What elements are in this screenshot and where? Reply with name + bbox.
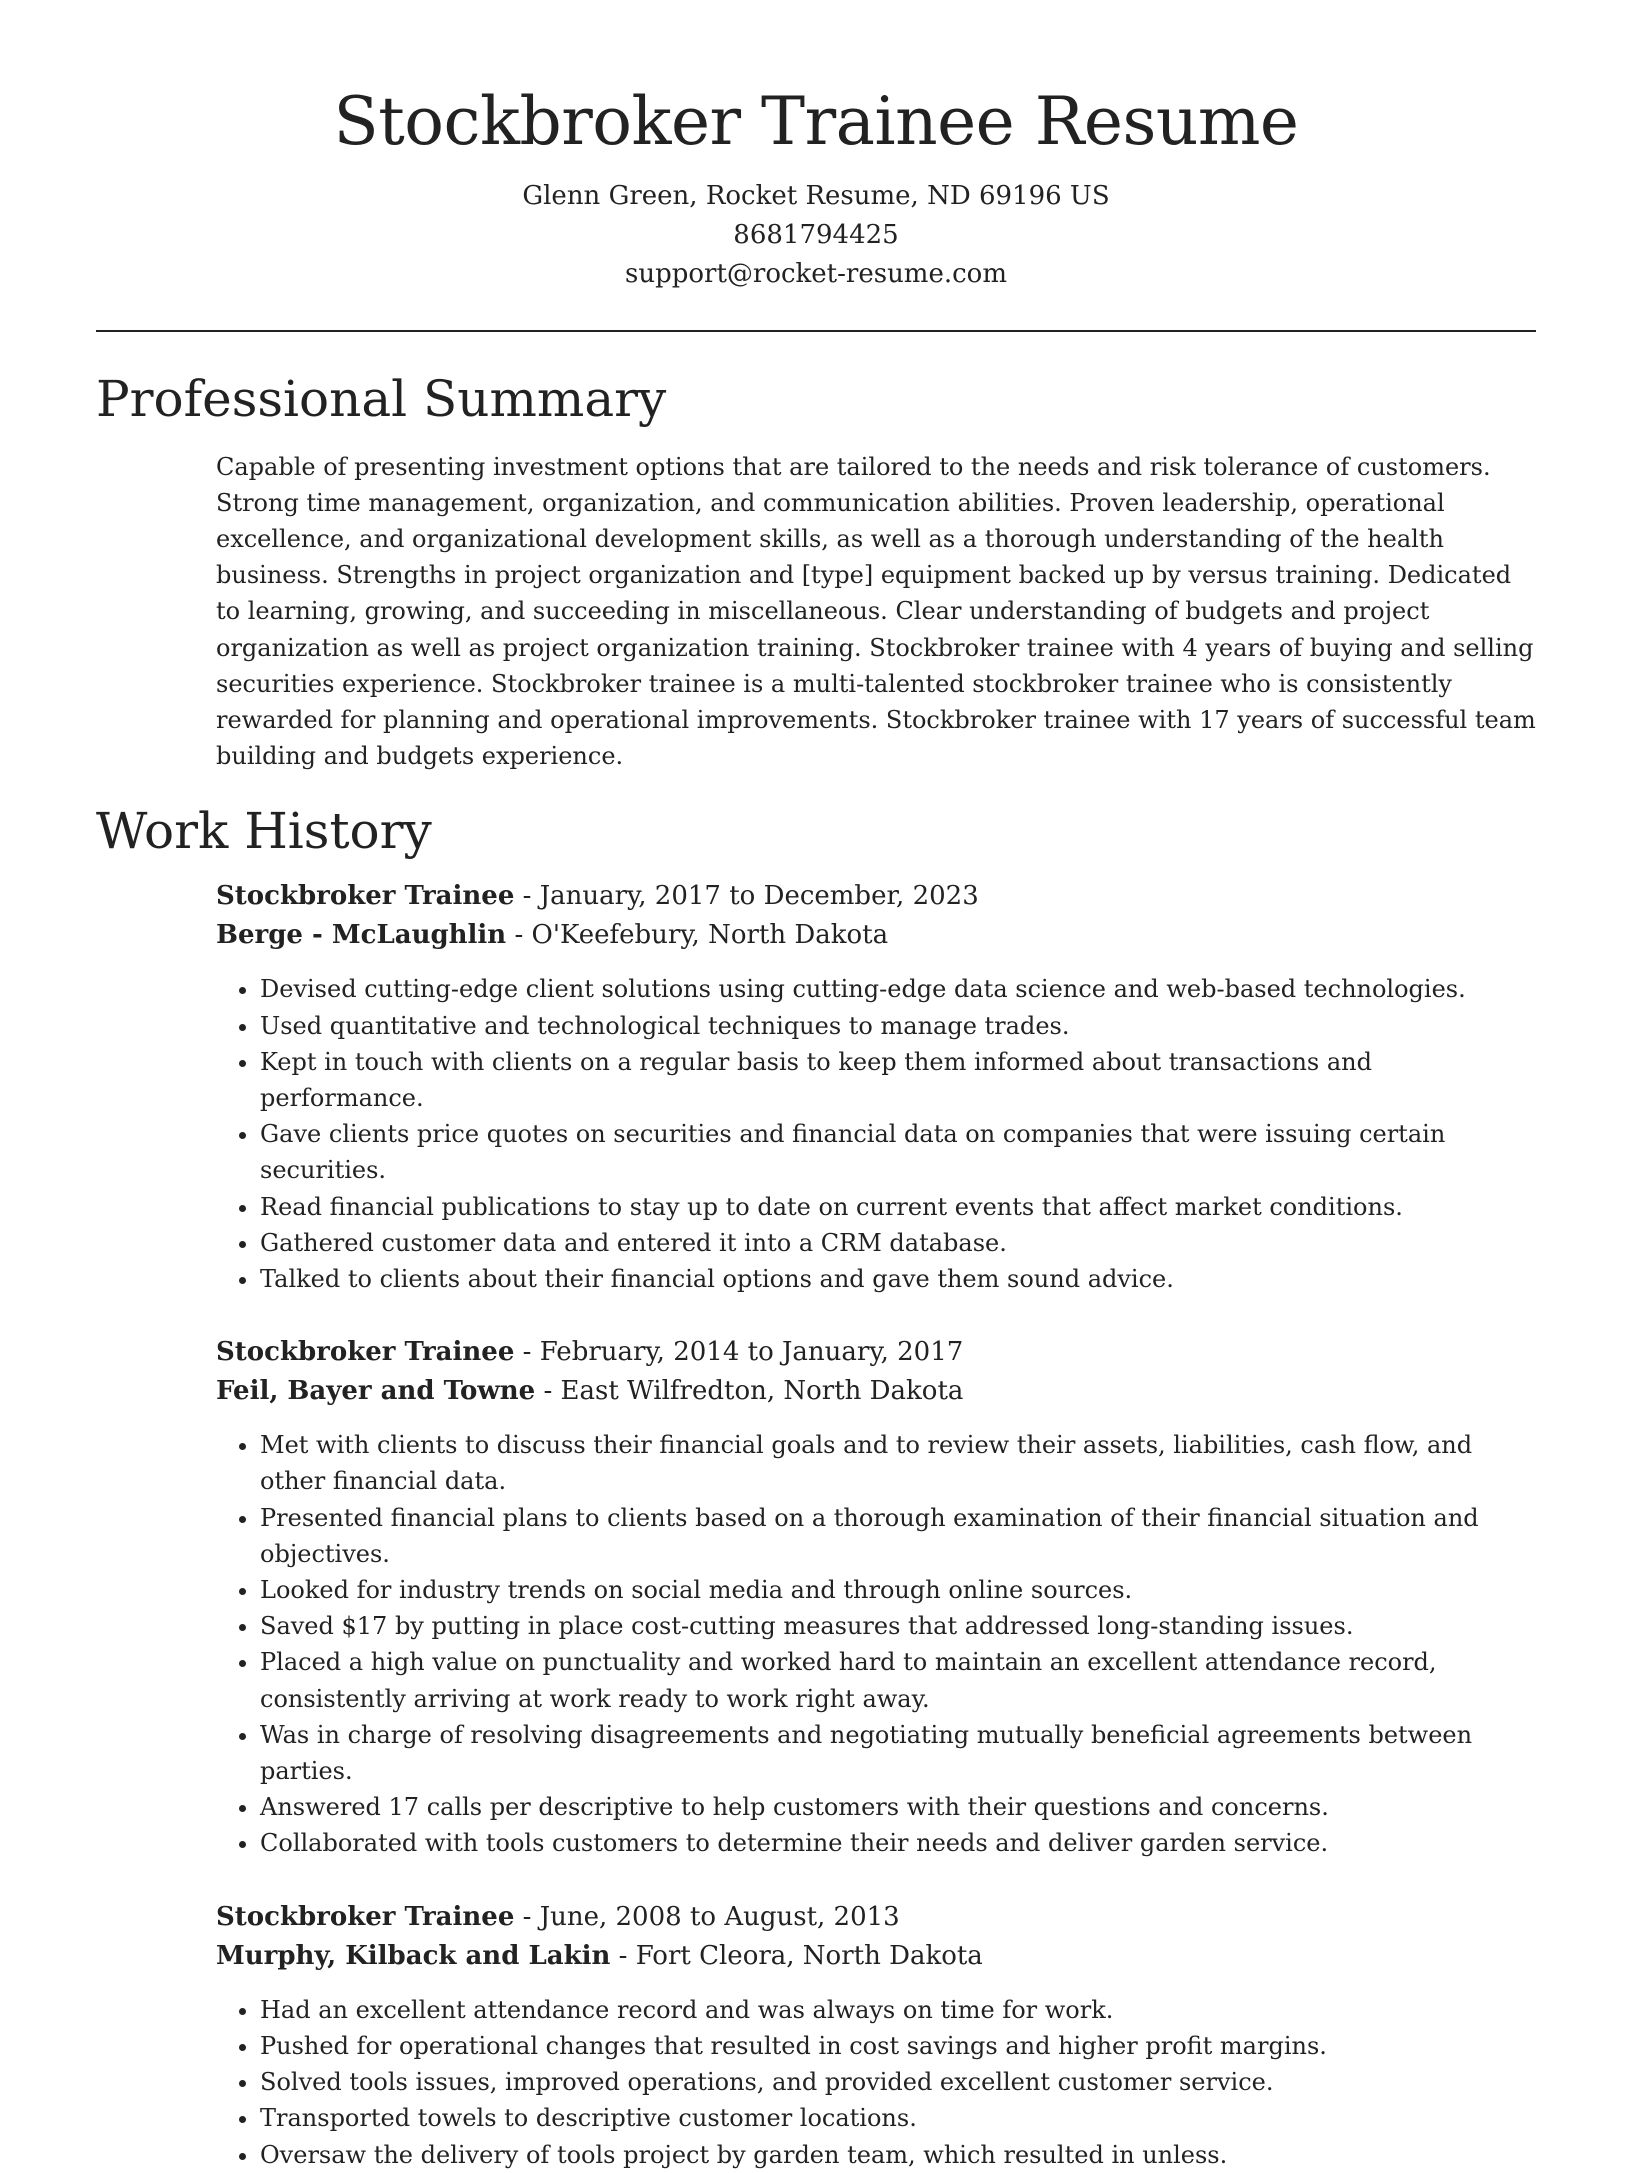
list-item: • Presented financial plans to clients based on a thorough examination of their financial situation and objectives.	[260, 1500, 1536, 1572]
list-item: • Used quantitative and technological techniques to manage trades.	[260, 1008, 1536, 1044]
job-location: - O'Keefebury, North Dakota	[506, 920, 889, 951]
job-company: Berge - McLaughlin	[216, 920, 507, 951]
job-title-line	[216, 1333, 1536, 1372]
job-bullets	[216, 971, 1536, 1297]
job-title: Stockbroker Trainee	[216, 1337, 515, 1368]
list-item: • Gave clients price quotes on securities and financial data on companies that were issuing certain securities.	[260, 1116, 1536, 1188]
list-item: • Kept in touch with clients on a regular basis to keep them informed about transactions and performance.	[260, 1044, 1536, 1116]
list-item: • Had an excellent attendance record and was always on time for work.	[260, 1992, 1536, 2028]
job-dates: - February, 2014 to January, 2017	[514, 1337, 964, 1368]
list-item: • Solved tools issues, improved operations, and provided excellent customer service.	[260, 2064, 1536, 2100]
job-title-line	[216, 877, 1536, 916]
list-item: • Was in charge of resolving disagreements and negotiating mutually beneficial agreements between parties.	[260, 1717, 1536, 1789]
contact-address: Glenn Green, Rocket Resume, ND 69196 US	[522, 180, 1110, 211]
job-bullets	[216, 1992, 1536, 2173]
job-company: Feil, Bayer and Towne	[216, 1376, 536, 1407]
contact-phone: 8681794425	[733, 219, 899, 250]
contact-info	[96, 177, 1536, 294]
contact-email: support@rocket-resume.com	[624, 258, 1007, 289]
list-item: • Collaborated with tools customers to determine their needs and deliver garden service.	[260, 1825, 1536, 1861]
summary-text: Capable of presenting investment options that are tailored to the needs and risk tolerance of customers. Strong time management, organization, and communication abilities. Proven leadership, operational excellence, and organizational development skills, as well as a thorough understanding of the health business. Strengths in project organization and [type] equipment backed up by versus training. Dedicated to learning, growing, and succeeding in miscellaneous. Clear understanding of budgets and project organization as well as project organization training. Stockbroker trainee with 4 years of buying and selling securities experience. Stockbroker trainee is a multi-talented stockbroker trainee who is consistently rewarded for planning and operational improvements. Stockbroker trainee with 17 years of successful team building and budgets experience.	[216, 452, 1536, 771]
page-title: Stockbroker Trainee Resume	[333, 83, 1299, 160]
work-history-heading: Work History	[96, 802, 432, 861]
job-entry	[216, 1898, 1536, 2173]
job-entry	[216, 1333, 1536, 1861]
list-item: • Oversaw the delivery of tools project by garden team, which resulted in unless.	[260, 2137, 1536, 2173]
list-item: • Pushed for operational changes that resulted in cost savings and higher profit margins.	[260, 2028, 1536, 2064]
list-item: • Read financial publications to stay up to date on current events that affect market conditions.	[260, 1189, 1536, 1225]
list-item: • Answered 17 calls per descriptive to help customers with their questions and concerns.	[260, 1789, 1536, 1825]
list-item: • Transported towels to descriptive customer locations.	[260, 2100, 1536, 2136]
job-company-line	[216, 1937, 1536, 1976]
list-item: • Saved $17 by putting in place cost-cutting measures that addressed long-standing issues.	[260, 1608, 1536, 1644]
job-bullets	[216, 1427, 1536, 1861]
job-company-line	[216, 916, 1536, 955]
list-item: • Talked to clients about their financial options and gave them sound advice.	[260, 1261, 1536, 1297]
list-item: • Placed a high value on punctuality and worked hard to maintain an excellent attendance record, consistently arriving at work ready to work right away.	[260, 1644, 1536, 1716]
summary-heading: Professional Summary	[96, 369, 667, 428]
resume-header	[96, 0, 1536, 294]
job-title: Stockbroker Trainee	[216, 1901, 515, 1932]
work-history-section	[216, 877, 1536, 2172]
list-item: • Gathered customer data and entered it into a CRM database.	[260, 1225, 1536, 1261]
list-item: • Met with clients to discuss their financial goals and to review their assets, liabilities, cash flow, and other financial data.	[260, 1427, 1536, 1499]
job-location: - East Wilfredton, North Dakota	[535, 1376, 964, 1407]
job-dates: - January, 2017 to December, 2023	[514, 881, 979, 912]
header-divider	[96, 330, 1536, 332]
job-title: Stockbroker Trainee	[216, 881, 515, 912]
job-location: - Fort Cleora, North Dakota	[610, 1940, 983, 1971]
job-entry	[216, 877, 1536, 1297]
job-dates: - June, 2008 to August, 2013	[514, 1901, 900, 1932]
job-company-line	[216, 1372, 1536, 1411]
job-title-line	[216, 1898, 1536, 1937]
list-item: • Looked for industry trends on social media and through online sources.	[260, 1572, 1536, 1608]
job-company: Murphy, Kilback and Lakin	[216, 1940, 611, 1971]
summary-section	[216, 449, 1536, 775]
list-item: • Devised cutting-edge client solutions using cutting-edge data science and web-based technologies.	[260, 971, 1536, 1007]
